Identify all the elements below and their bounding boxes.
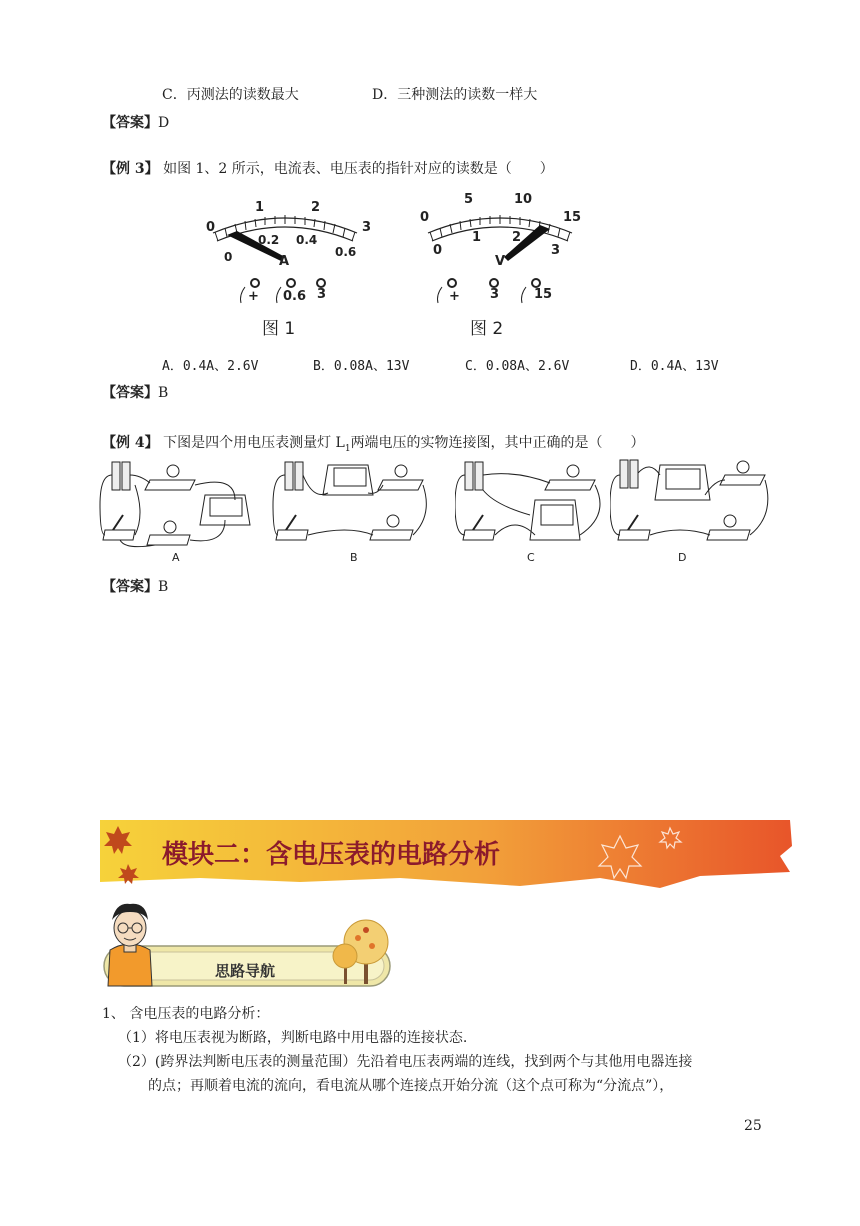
figure-1-caption: 图 1 xyxy=(262,319,296,339)
circuit-label-a: A xyxy=(172,551,180,564)
v-tick-bottom-3: 3 xyxy=(551,243,561,258)
circuit-b xyxy=(268,455,428,555)
subpoint-2-line-2: 的点；再顺着电流的流向，看电流从哪个连接点开始分流（这个点可称为“分流点”）， xyxy=(148,1078,674,1094)
example-3-question xyxy=(102,158,554,178)
question-text: 下图是四个用电压表测量灯 L xyxy=(163,435,345,451)
example-4-question xyxy=(102,432,645,454)
answer-label: 【答案】 xyxy=(102,579,158,595)
v-terminal-15: 15 xyxy=(534,287,553,302)
question-text: 如图 1、2 所示，电流表、电压表的指针对应的读数是（ ） xyxy=(163,161,554,177)
example-label: 【例 3】 xyxy=(102,161,159,177)
subpoint-2-line-1: （2）(跨界法判断电压表的测量范围）先沿着电压表两端的连线，找到两个与其他用电器连接 xyxy=(118,1054,693,1070)
answer-ex3 xyxy=(102,382,168,402)
subscript: 1 xyxy=(344,443,351,454)
tick-bottom-0: 0 xyxy=(224,250,233,264)
v-tick-top-2: 10 xyxy=(514,192,533,207)
tick-top-3: 3 xyxy=(362,220,372,235)
circuit-label-d: D xyxy=(678,551,687,564)
example-label: 【例 4】 xyxy=(102,435,159,451)
tick-top-1: 1 xyxy=(255,200,265,215)
answer-value: B xyxy=(158,579,169,595)
tick-top-2: 2 xyxy=(311,200,321,215)
unit-a: A xyxy=(279,254,290,269)
v-tick-top-1: 5 xyxy=(464,192,474,207)
tick-top-0: 0 xyxy=(206,220,216,235)
student-avatar-icon xyxy=(108,904,152,986)
ex3-option-d: D．0.4A、13V xyxy=(630,359,719,374)
question-text-2: 两端电压的实物连接图，其中正确的是（ ） xyxy=(350,435,645,451)
page-number: 25 xyxy=(744,1118,762,1134)
v-terminal-plus: + xyxy=(449,289,460,304)
point-1: 1、 含电压表的电路分析： xyxy=(102,1006,270,1022)
v-tick-top-0: 0 xyxy=(420,210,430,225)
answer-label: 【答案】 xyxy=(102,385,158,401)
nav-title: 思路导航 xyxy=(215,962,276,980)
tick-bottom-1: 0.2 xyxy=(258,233,280,247)
tick-bottom-3: 0.6 xyxy=(335,245,357,259)
tick-bottom-2: 0.4 xyxy=(296,233,318,247)
v-terminal-3: 3 xyxy=(490,287,500,302)
answer-value: D xyxy=(158,115,170,131)
subpoint-1: （1）将电压表视为断路，判断电路中用电器的连接状态. xyxy=(118,1030,468,1046)
circuit-c xyxy=(455,455,615,555)
answer-ex4 xyxy=(102,576,168,596)
option-d: D．三种测法的读数一样大 xyxy=(372,87,538,103)
terminal-06: 0.6 xyxy=(283,289,307,304)
ex3-option-a: A．0.4A、2.6V xyxy=(162,359,259,374)
circuit-label-c: C xyxy=(527,551,535,564)
answer-label: 【答案】 xyxy=(102,115,158,131)
v-tick-bottom-2: 2 xyxy=(512,230,522,245)
circuit-d xyxy=(610,455,770,555)
unit-v: V xyxy=(495,254,506,269)
answer-value: B xyxy=(158,385,169,401)
figure-2-caption: 图 2 xyxy=(470,319,504,339)
circuit-label-b: B xyxy=(350,551,358,564)
terminal-3: 3 xyxy=(317,287,327,302)
terminal-plus: + xyxy=(248,289,259,304)
v-tick-top-3: 15 xyxy=(563,210,582,225)
ex3-option-b: B．0.08A、13V xyxy=(313,359,410,374)
v-tick-bottom-0: 0 xyxy=(433,243,443,258)
v-tick-bottom-1: 1 xyxy=(472,230,482,245)
option-c: C．丙测法的读数最大 xyxy=(162,87,299,103)
ex3-option-c: C．0.08A、2.6V xyxy=(465,359,570,374)
module-title: 模块二：含电压表的电路分析 xyxy=(162,840,501,870)
answer-ex2 xyxy=(102,112,169,132)
circuit-a xyxy=(95,455,255,555)
